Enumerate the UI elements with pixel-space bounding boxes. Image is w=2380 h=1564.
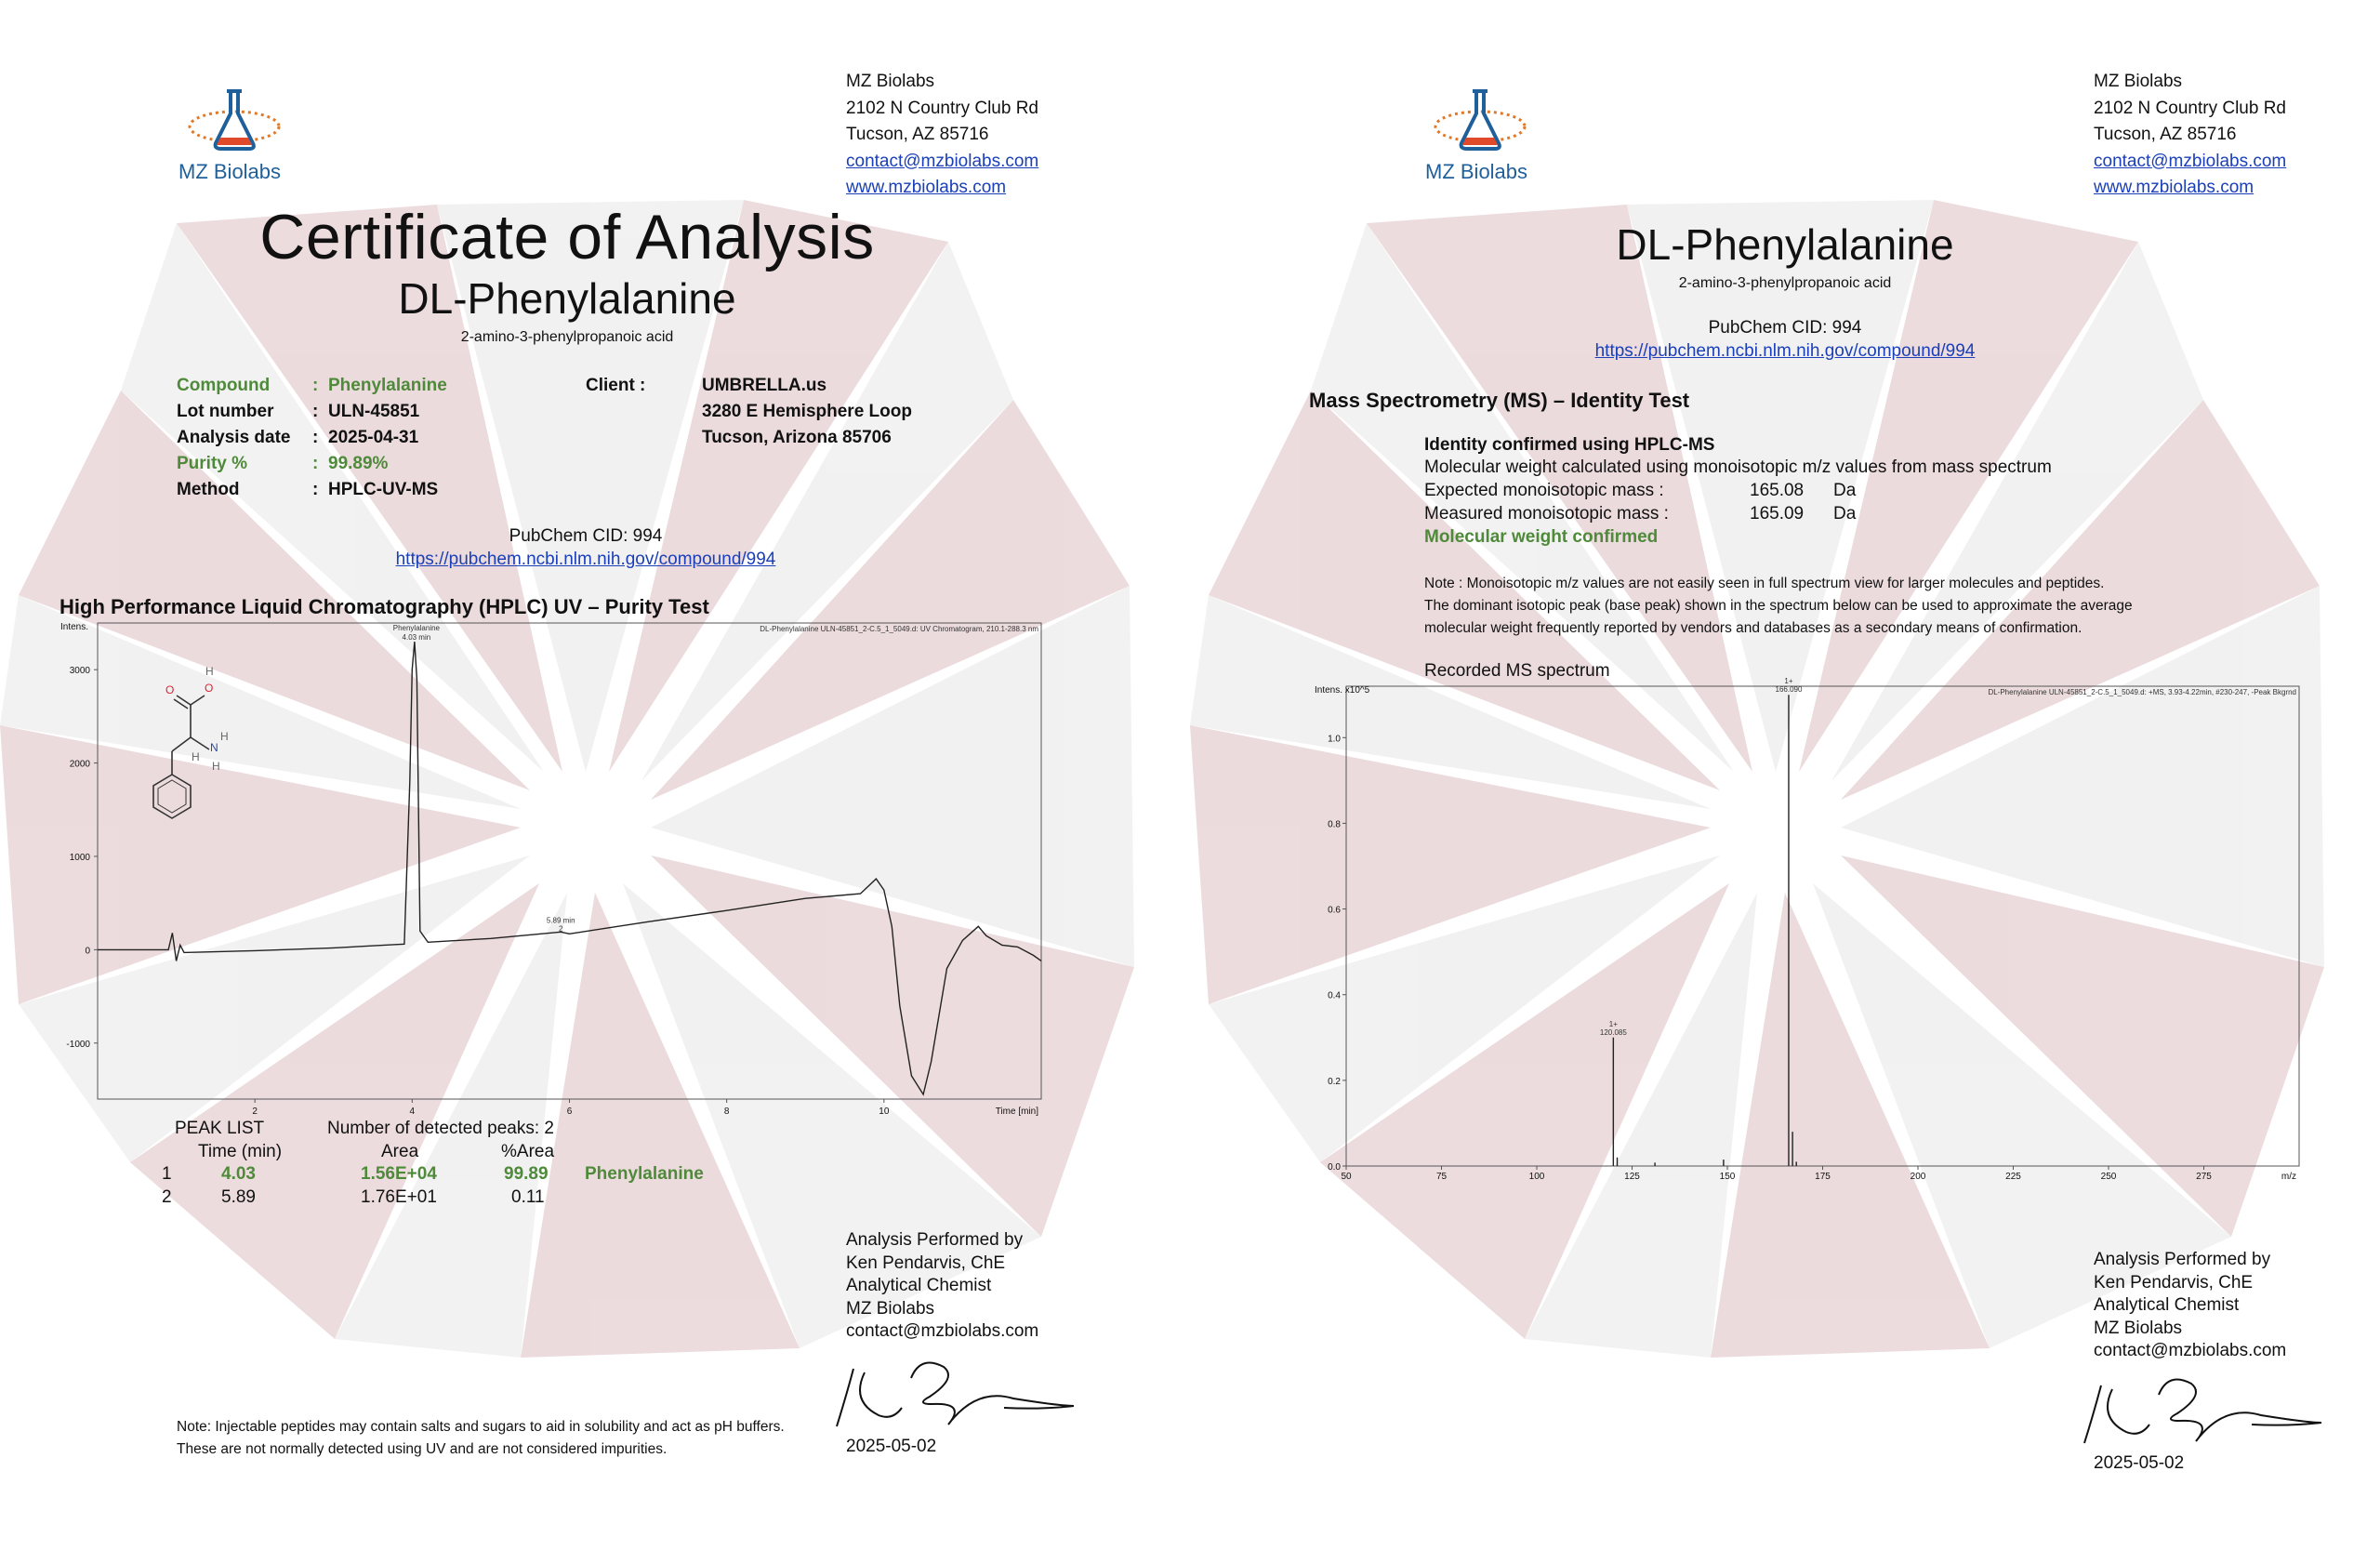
info-field-colon: : [312, 402, 319, 421]
signature-image [827, 1350, 1078, 1434]
info-field-colon: : [312, 428, 319, 447]
hplc-y-tick-label: 0 [85, 946, 90, 957]
company-address [2094, 69, 2286, 202]
phenylalanine-structure-icon [130, 658, 270, 854]
ms-y-tick-label: 0.6 [1328, 905, 1341, 916]
signature-date: 2025-05-02 [2094, 1453, 2185, 1473]
info-field-row [177, 373, 549, 399]
info-field-colon: : [312, 480, 319, 499]
analyst-name: Ken Pendarvis, ChE [2094, 1272, 2254, 1292]
ms-x-tick-label: 75 [1435, 1172, 1448, 1182]
peak-row-2-time: 5.89 [221, 1187, 256, 1207]
hplc-peak-label: 5.89 min [546, 916, 575, 925]
peak-row-1-area: 1.56E+04 [361, 1164, 437, 1184]
signature-image [2075, 1367, 2326, 1451]
ms-x-axis-label: m/z [2281, 1172, 2296, 1182]
hplc-x-tick-label: 6 [566, 1107, 573, 1117]
analyst-company: MZ Biolabs [846, 1298, 935, 1319]
hplc-chart-title: DL-Phenylalanine ULN-45851_2-C.5_1_5049.d: UV Chromatogram, 210.1-288.3 nm [760, 625, 1038, 633]
peak-row-1-time: 4.03 [221, 1164, 256, 1184]
company-street: 2102 N Country Club Rd [846, 98, 1038, 118]
ms-peak-mz-label: 120.085 [1599, 1027, 1627, 1037]
flask-logo-icon [186, 86, 288, 160]
info-field-row [177, 477, 549, 503]
signature-date: 2025-05-02 [846, 1437, 937, 1456]
peak-row-2-area: 1.76E+01 [361, 1187, 437, 1207]
coa-page-2 [1190, 0, 2380, 1564]
peak-row-1-pct: 99.89 [504, 1164, 549, 1184]
ms-peak-charge-label: 1+ [1608, 1019, 1618, 1028]
pubchem-link[interactable]: https://pubchem.ncbi.nlm.nih.gov/compound/994 [1594, 341, 1976, 361]
analyst-title: Analytical Chemist [2094, 1295, 2240, 1315]
hplc-x-axis-label: Time [min] [995, 1107, 1038, 1117]
info-field-value: Phenylalanine [328, 376, 447, 395]
ms-peak-mz-label: 166.090 [1775, 685, 1803, 695]
company-logo-text: MZ Biolabs [1425, 160, 1528, 183]
company-city: Tucson, AZ 85716 [2094, 125, 2237, 144]
ms-x-tick-label: 175 [1815, 1172, 1831, 1182]
hplc-y-tick-label: 3000 [69, 666, 90, 677]
company-street: 2102 N Country Club Rd [2094, 98, 2286, 118]
info-field-row [177, 425, 549, 451]
compound-title: DL-Phenylalanine [398, 274, 736, 323]
measured-mass-label: Measured monoisotopic mass : [1424, 504, 1669, 524]
analyst-name: Ken Pendarvis, ChE [846, 1253, 1006, 1273]
ms-note-line-2: The dominant isotopic peak (base peak) shown in the spectrum below can be used to approximate the average [1424, 598, 2133, 614]
expected-mass-unit: Da [1833, 481, 1857, 500]
ms-x-tick-label: 275 [2196, 1172, 2212, 1182]
info-field-row [177, 399, 549, 425]
analyst-line-1: Analysis Performed by [846, 1230, 1024, 1250]
client-city: Tucson, Arizona 85706 [702, 428, 892, 447]
mass-confirmed: Molecular weight confirmed [1424, 527, 1659, 547]
client-info [702, 373, 912, 451]
ms-note-line-1: Note : Monoisotopic m/z values are not easily seen in full spectrum view for larger molecules and peptides. [1424, 576, 2105, 591]
svg-text:H: H [205, 665, 214, 678]
iupac-name: 2-amino-3-phenylpropanoic acid [1678, 275, 1892, 291]
company-logo-text: MZ Biolabs [178, 160, 282, 183]
svg-text:N: N [210, 741, 218, 754]
svg-text:O: O [165, 683, 175, 696]
analyst-email: contact@mzbiolabs.com [2094, 1341, 2287, 1360]
analyst-block [846, 1229, 1038, 1344]
svg-text:H: H [192, 750, 200, 763]
identity-title: Identity confirmed using HPLC-MS [1424, 435, 1715, 455]
hplc-peak-number-label: 2 [558, 924, 563, 934]
peak-row-2-pct: 0.11 [511, 1187, 545, 1207]
peak-count: Number of detected peaks: 2 [327, 1119, 554, 1138]
ms-y-tick-label: 1.0 [1328, 734, 1341, 745]
hplc-x-tick-label: 2 [252, 1107, 258, 1117]
peak-row-1-number: 1 [162, 1164, 172, 1184]
svg-text:O: O [205, 682, 214, 695]
info-field-label: Purity % [177, 454, 248, 473]
analyst-company: MZ Biolabs [2094, 1318, 2183, 1338]
info-field-label: Compound [177, 376, 271, 395]
svg-text:H: H [220, 730, 229, 743]
client-name: UMBRELLA.us [702, 376, 827, 395]
pubchem-cid: PubChem CID: 994 [1708, 318, 1862, 338]
hplc-x-tick-label: 10 [879, 1107, 890, 1117]
peak-row-1-name: Phenylalanine [585, 1164, 704, 1184]
expected-mass-value: 165.08 [1750, 481, 1805, 500]
company-city: Tucson, AZ 85716 [846, 125, 989, 144]
footer-note [177, 1416, 785, 1461]
company-website-link[interactable]: www.mzbiolabs.com [2094, 178, 2254, 197]
analyst-block [2094, 1249, 2286, 1363]
analyst-line-1: Analysis Performed by [2094, 1250, 2271, 1269]
ms-y-tick-label: 0.2 [1328, 1076, 1341, 1087]
footer-note-line-2: These are not normally detected using UV and are not considered impurities. [177, 1441, 668, 1457]
info-field-label: Lot number [177, 402, 274, 421]
info-field-value: HPLC-UV-MS [328, 480, 439, 499]
measured-mass-unit: Da [1833, 504, 1857, 524]
peak-header-pctarea: %Area [501, 1142, 555, 1161]
analyst-email: contact@mzbiolabs.com [846, 1321, 1039, 1341]
pubchem-link[interactable]: https://pubchem.ncbi.nlm.nih.gov/compound/994 [395, 550, 776, 569]
ms-y-axis-label: Intens. x10^5 [1315, 685, 1370, 696]
hplc-peak-time-label: 4.03 min [402, 633, 431, 643]
identity-description: Molecular weight calculated using monoisotopic m/z values from mass spectrum [1424, 457, 2052, 477]
ms-chart-svg [1309, 677, 2360, 1183]
hplc-y-tick-label: 2000 [69, 759, 90, 770]
ms-heading: Mass Spectrometry (MS) – Identity Test [1309, 389, 1690, 412]
info-field-value: ULN-45851 [328, 402, 420, 421]
company-email-link[interactable]: contact@mzbiolabs.com [2094, 151, 2287, 171]
peak-header-area: Area [381, 1142, 419, 1161]
info-field-colon: : [312, 376, 319, 395]
ms-chart-title: DL-Phenylalanine ULN-45851_2-C.5_1_5049.d: +MS, 3.93-4.22min, #230-247, -Peak Bkgrnd [1988, 688, 2296, 696]
compound-title: DL-Phenylalanine [1616, 220, 1954, 269]
info-field-row [177, 451, 549, 477]
company-website-link[interactable]: www.mzbiolabs.com [846, 178, 1007, 197]
hplc-x-tick-label: 8 [723, 1107, 730, 1117]
company-name: MZ Biolabs [2094, 72, 2183, 91]
ms-y-tick-label: 0.0 [1328, 1162, 1341, 1173]
info-field-value: 99.89% [328, 454, 389, 473]
ms-y-tick-label: 0.4 [1328, 990, 1341, 1001]
measured-mass-value: 165.09 [1750, 504, 1805, 524]
flask-logo-icon [1432, 86, 1534, 160]
client-label: Client : [586, 376, 646, 395]
peak-list-title: PEAK LIST [175, 1119, 265, 1138]
ms-chart [1309, 677, 2360, 1187]
pubchem-cid: PubChem CID: 994 [509, 526, 663, 546]
ms-peak-charge-label: 1+ [1784, 677, 1793, 686]
hplc-y-tick-label: -1000 [66, 1039, 90, 1050]
expected-mass-label: Expected monoisotopic mass : [1424, 481, 1664, 500]
hplc-x-tick-label: 4 [409, 1107, 416, 1117]
footer-note-line-1: Note: Injectable peptides may contain salts and sugars to aid in solubility and act as pH buffers. [177, 1419, 785, 1435]
info-field-value: 2025-04-31 [328, 428, 419, 447]
ms-x-tick-label: 250 [2100, 1172, 2117, 1182]
sample-info-fields [177, 373, 549, 503]
hplc-y-tick-label: 1000 [69, 852, 90, 863]
ms-note [1424, 573, 2133, 640]
company-email-link[interactable]: contact@mzbiolabs.com [846, 151, 1039, 171]
client-address: 3280 E Hemisphere Loop [702, 402, 912, 421]
peak-header-time: Time (min) [198, 1142, 283, 1161]
spectrum-label: Recorded MS spectrum [1424, 661, 1610, 681]
ms-x-tick-label: 150 [1719, 1172, 1736, 1182]
ms-x-tick-label: 125 [1624, 1172, 1640, 1182]
analyst-title: Analytical Chemist [846, 1276, 992, 1295]
svg-text:H: H [212, 760, 220, 773]
ms-y-tick-label: 0.8 [1328, 819, 1341, 830]
ms-plot-frame [1346, 686, 2299, 1166]
company-address [846, 69, 1038, 202]
page-title: Certificate of Analysis [259, 202, 875, 272]
ms-x-tick-label: 100 [1528, 1172, 1545, 1182]
ms-x-tick-label: 50 [1341, 1172, 1352, 1182]
info-field-label: Analysis date [177, 428, 291, 447]
ms-x-tick-label: 225 [2005, 1172, 2021, 1182]
hplc-heading: High Performance Liquid Chromatography (HPLC) UV – Purity Test [60, 595, 709, 618]
hplc-peak-label: Phenylalanine [392, 624, 441, 633]
peak-row-2-number: 2 [162, 1187, 172, 1207]
info-field-colon: : [312, 454, 319, 473]
ms-note-line-3: molecular weight frequently reported by vendors and databases as a secondary means of confirmation. [1424, 620, 2082, 636]
company-name: MZ Biolabs [846, 72, 935, 91]
hplc-y-axis-label: Intens. [60, 622, 89, 632]
info-field-label: Method [177, 480, 240, 499]
ms-x-tick-label: 200 [1910, 1172, 1926, 1182]
iupac-name: 2-amino-3-phenylpropanoic acid [460, 329, 674, 345]
